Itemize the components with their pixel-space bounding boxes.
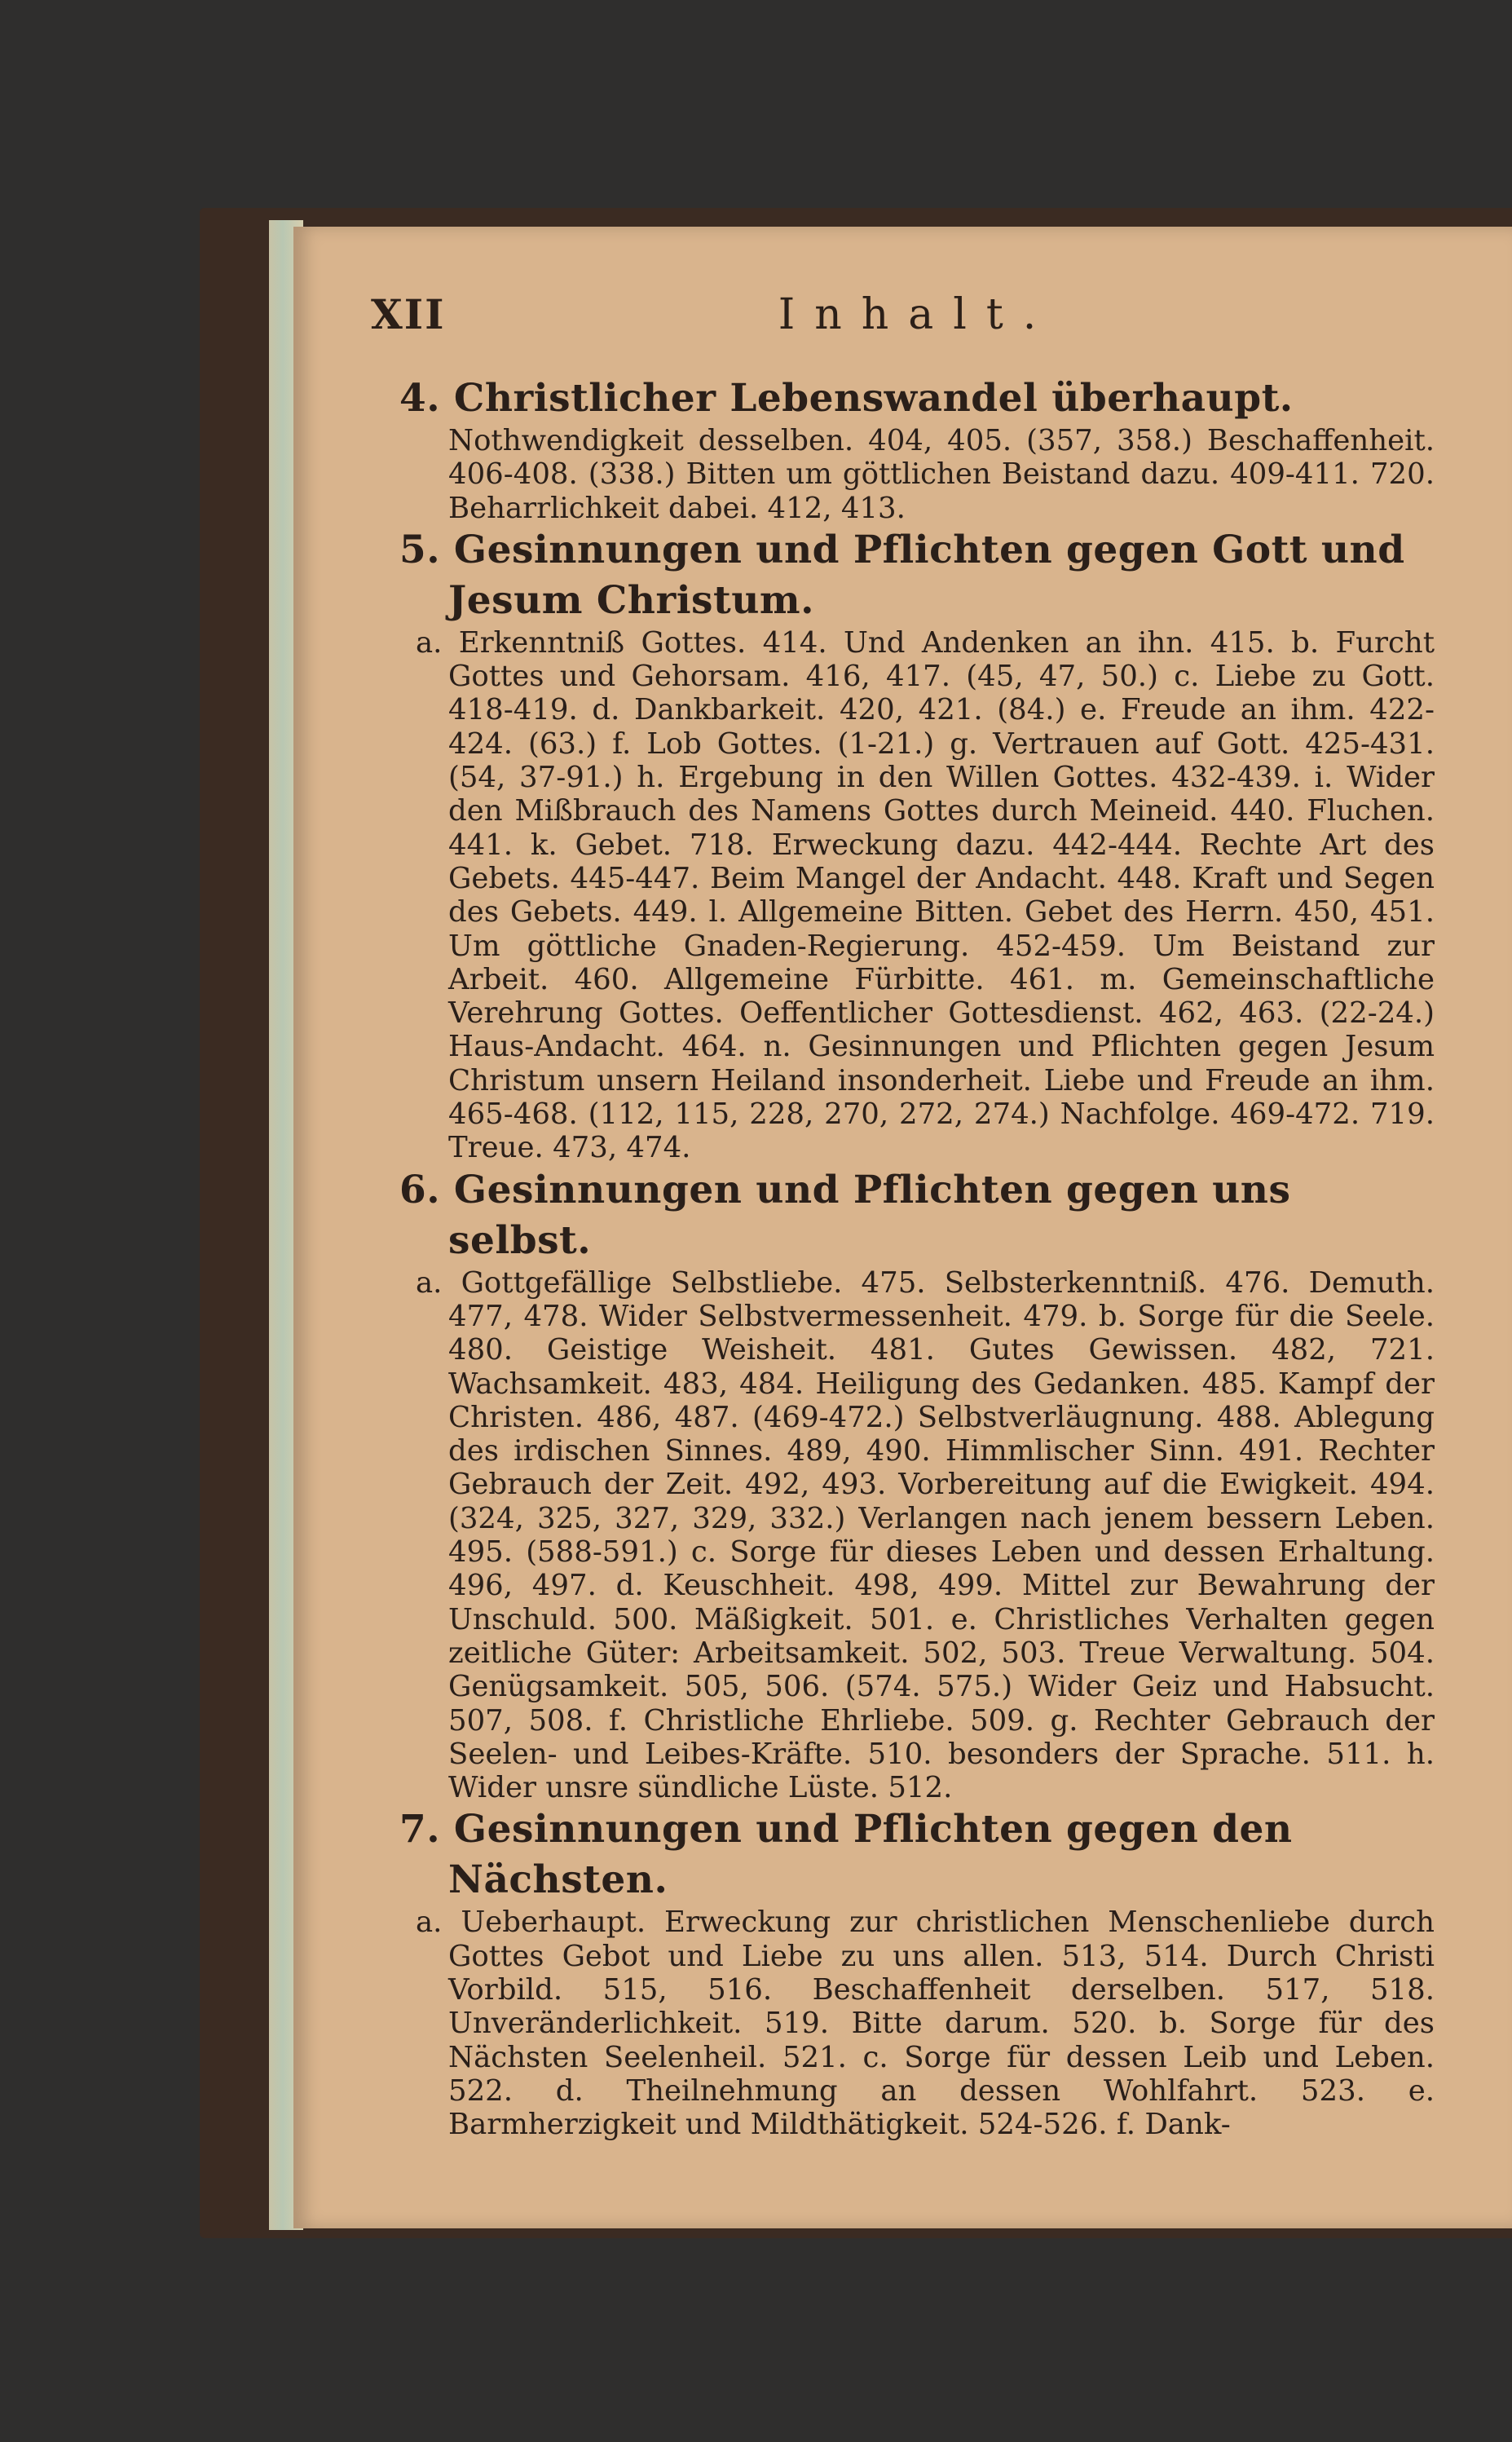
table-of-contents bbox=[399, 373, 1435, 2141]
section-7 bbox=[399, 1804, 1435, 2141]
book-page bbox=[293, 227, 1512, 2228]
section-text: a. Gottgefällige Selbstliebe. 475. Selbsterkenntniß. 476. Demuth. 477, 478. Wider Selbstvermessenheit. 479. b. Sorge für die Seele. 480. Geistige Weisheit. 481. Gutes Gewissen. 482, 721. Wachsamkeit. 483, 484. Heiligung des Gedanken. 485. Kampf der Christen. 486, 487. (469-472.) Selbstverläugnung. 488. Ablegung des irdischen Sinnes. 489, 490. Himmlischer Sinn. 491. Rechter Gebrauch der Zeit. 492, 493. Vorbereitung auf die Ewigkeit. 494. (324, 325, 327, 329, 332.) Verlangen nach jenem bessern Leben. 495. (588-591.) c. Sorge für dieses Leben und dessen Erhaltung. 496, 497. d. Keuschheit. 498, 499. Mittel zur Bewahrung der Unschuld. 500. Mäßigkeit. 501. e. Christliches Verhalten gegen zeitliche Güter: Arbeitsamkeit. 502, 503. Treue Verwaltung. 504. Genügsamkeit. 505, 506. (574. 575.) Wider Geiz und Habsucht. 507, 508. f. Christliche Ehrliebe. 509. g. Rechter Gebrauch der Seelen- und Leibes-Kräfte. 510. besonders der Sprache. 511. h. Wider unsre sündliche Lüste. 512. bbox=[416, 1265, 1435, 1805]
section-text: a. Ueberhaupt. Erweckung zur christlichen Menschenliebe durch Gottes Gebot und Liebe zu uns allen. 513, 514. Durch Christi Vorbild. 515, 516. Beschaffenheit derselben. 517, 518. Unveränderlichkeit. 519. Bitte darum. 520. b. Sorge für des Nächsten Seelenheil. 521. c. Sorge für dessen Leib und Leben. 522. d. Theilnehmung an dessen Wohlfahrt. 523. e. Barmherzigkeit und Mildthätigkeit. 524-526. f. Dank- bbox=[416, 1905, 1435, 2142]
section-heading: 5. Gesinnungen und Pflichten gegen Gott und Jesum Christum. bbox=[399, 527, 1405, 623]
section-heading: 6. Gesinnungen und Pflichten gegen uns selbst. bbox=[399, 1167, 1291, 1263]
section-5 bbox=[399, 525, 1435, 1165]
section-heading: 7. Gesinnungen und Pflichten gegen den Nächsten. bbox=[399, 1807, 1293, 1903]
section-6 bbox=[399, 1165, 1435, 1805]
section-text: a. Erkenntniß Gottes. 414. Und Andenken an ihn. 415. b. Furcht Gottes und Gehorsam. 416, 417. (45, 47, 50.) c. Liebe zu Gott. 418-419. d. Dankbarkeit. 420, 421. (84.) e. Freude an ihm. 422-424. (63.) f. Lob Gottes. (1-21.) g. Vertrauen auf Gott. 425-431. (54, 37-91.) h. Ergebung in den Willen Gottes. 432-439. i. Wider den Mißbrauch des Namens Gottes durch Meineid. 440. Fluchen. 441. k. Gebet. 718. Erweckung dazu. 442-444. Rechte Art des Gebets. 445-447. Beim Mangel der Andacht. 448. Kraft und Segen des Gebets. 449. l. Allgemeine Bitten. Gebet des Herrn. 450, 451. Um göttliche Gnaden-Regierung. 452-459. Um Beistand zur Arbeit. 460. Allgemeine Fürbitte. 461. m. Gemeinschaftliche Verehrung Gottes. Oeffentlicher Gottesdienst. 462, 463. (22-24.) Haus-Andacht. 464. n. Gesinnungen und Pflichten gegen Jesum Christum unsern Heiland insonderheit. Liebe und Freude an ihm. 465-468. (112, 115, 228, 270, 272, 274.) Nachfolge. 469-472. 719. Treue. 473, 474. bbox=[416, 625, 1435, 1165]
page-header bbox=[371, 290, 1463, 347]
section-heading: 4. Christlicher Lebenswandel überhaupt. bbox=[399, 376, 1294, 421]
section-text: Nothwendigkeit desselben. 404, 405. (357, 358.) Beschaffenheit. 406-408. (338.) Bitten um göttlichen Beistand dazu. 409-411. 720. Beharrlichkeit dabei. 412, 413. bbox=[448, 424, 1435, 525]
running-head: Inhalt. bbox=[778, 290, 1056, 339]
section-4 bbox=[399, 373, 1435, 525]
page-number: XII bbox=[371, 290, 446, 338]
